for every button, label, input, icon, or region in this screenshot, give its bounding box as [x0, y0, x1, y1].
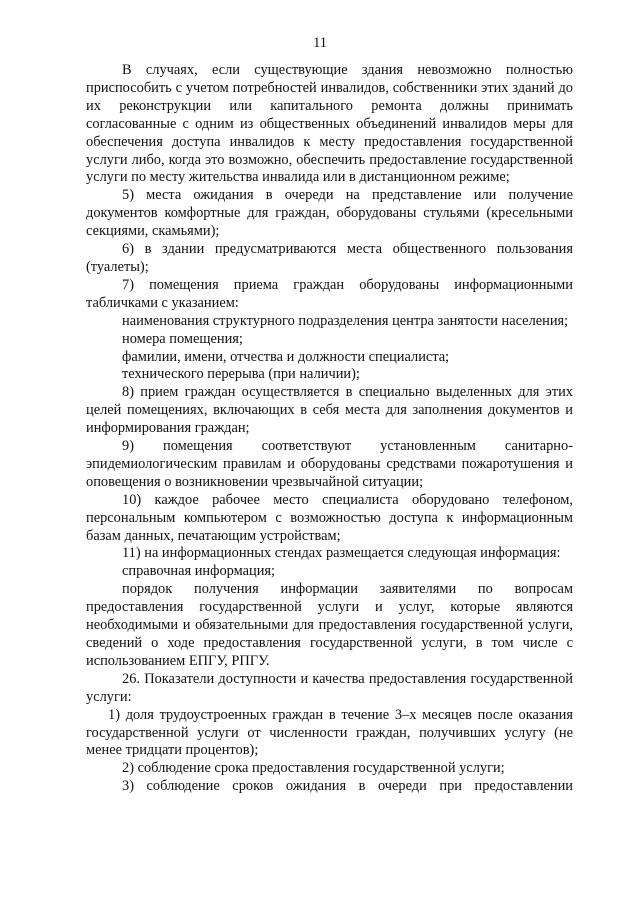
paragraph: 11) на информационных стендах размещается следующая информация:	[122, 545, 561, 562]
paragraph: фамилии, имени, отчества и должности специалиста;	[122, 348, 450, 365]
document-body	[86, 62, 573, 796]
paragraph: справочная информация;	[122, 563, 276, 580]
paragraph: 26. Показатели доступности и качества предоставления государственной услуги:	[86, 670, 573, 705]
paragraph: наименования структурного подразделения центра занятости населения;	[122, 312, 569, 329]
paragraph: 6) в здании предусматриваются места общественного пользования (туалеты);	[86, 241, 573, 275]
paragraph: 8) прием граждан осуществляется в специально выделенных для этих целей помещениях, включающих в себя места для заполнения документов и информирования граждан;	[86, 384, 573, 437]
paragraph: номера помещения;	[122, 330, 243, 347]
page-number: 11	[313, 35, 327, 51]
paragraph: 9) помещения соответствуют установленным санитарно-эпидемиологическим правилам и оборудованы средствами пожаротушения и оповещения о возникновении чрезвычайной ситуации;	[86, 438, 573, 490]
paragraph: 2) соблюдение срока предоставления государственной услуги;	[122, 760, 505, 777]
paragraph: порядок получения информации заявителями по вопросам предоставления государственной услуги и услуг, которые являются необходимыми и обязательными для предоставления государственной услуги, сведений о ходе предоставления государственной услуги, в том числе с использованием ЕПГУ, РПГУ.	[86, 581, 573, 669]
paragraph: 7) помещения приема граждан оборудованы информационными табличками с указанием:	[86, 276, 573, 311]
paragraph: 5) места ожидания в очереди на представление или получение документов комфортные для граждан, оборудованы стульями (кресельными секциями, скамьями);	[86, 187, 573, 240]
paragraph: технического перерыва (при наличии);	[122, 366, 360, 383]
paragraph: 3) соблюдение сроков ожидания в очереди при предоставлении	[122, 778, 573, 795]
paragraph: 1) доля трудоустроенных граждан в течение 3–х месяцев после оказания государственной услуги от численности граждан, получивших услугу (не менее тридцати процентов);	[86, 706, 573, 759]
paragraph: В случаях, если существующие здания невозможно полностью приспособить с учетом потребностей инвалидов, собственники этих зданий до их реконструкции или капитального ремонта должны принимать согласованные с одним из общественных объединений инвалидов меры для обеспечения доступа инвалидов к месту предоставления государственной услуги либо, когда это возможно, обеспечить предоставление государственной услуги по месту жительства инвалида или в дистанционном режиме;	[86, 62, 573, 186]
paragraph: 10) каждое рабочее место специалиста оборудовано телефоном, персональным компьютером с возможностью доступа к информационным базам данных, печатающим устройствам;	[86, 491, 573, 544]
